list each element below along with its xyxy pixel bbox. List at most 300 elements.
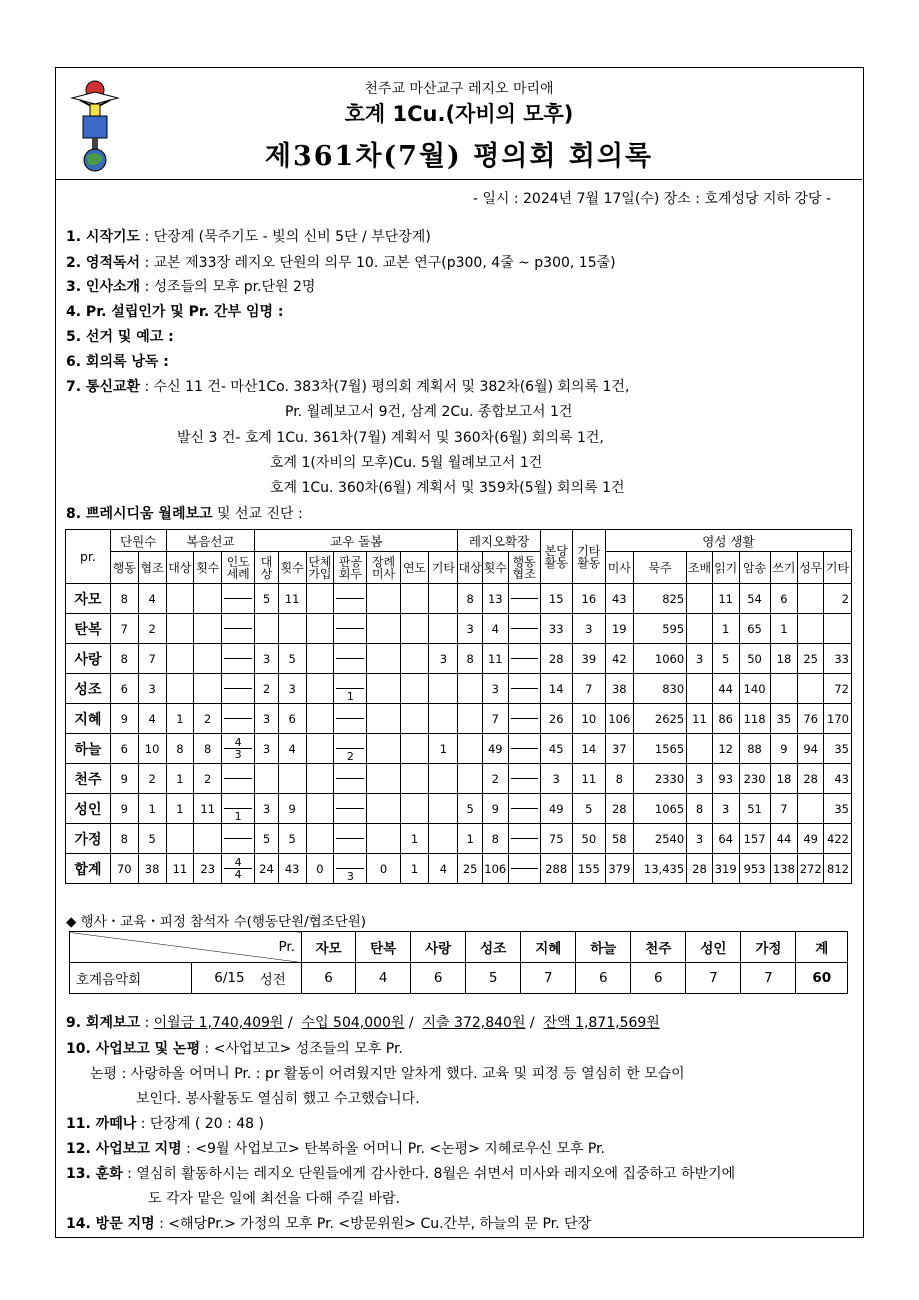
report-cell [508,824,540,854]
report-cell: 1565 [633,734,686,764]
report-cell [367,824,400,854]
sub-header: 묵주 [633,552,686,584]
report-cell: 1 [138,794,166,824]
report-cell: 4 [138,584,166,614]
report-cell: 5 [255,584,279,614]
item-9-finance: 9. 회계보고 : 이월금 1,740,409원 / 수입 504,000원 / 지출 372,840원 / 잔액 1,871,569원 [66,1015,660,1031]
item-10-review-1: 논평 : 사랑하올 어머니 Pr. : pr 활동이 어려웠지만 알차게 했다. 교육 및 피정 등 열심히 한 모습이 [90,1066,685,1082]
report-cell [222,644,255,674]
report-cell: 75 [540,824,572,854]
report-cell [798,614,824,644]
report-cell: 6 [110,674,138,704]
report-cell [166,614,194,644]
report-cell: 3 [255,794,279,824]
report-cell [429,584,458,614]
sub-header: 장례미사 [367,552,400,584]
report-cell: 9 [278,794,306,824]
report-cell: 18 [770,764,798,794]
report-cell: 5 [255,824,279,854]
report-cell: 4 3 [222,734,255,764]
report-cell: 14 [572,734,605,764]
events-col: 가정 [741,932,796,963]
report-cell: 88 [739,734,770,764]
report-cell [278,764,306,794]
report-cell: 157 [739,824,770,854]
report-cell [222,704,255,734]
events-corner: Pr. [70,932,302,963]
report-row [66,644,852,674]
sub-header: 암송 [739,552,770,584]
report-cell [798,794,824,824]
item-6: 6. 회의록 낭독 : [66,354,169,370]
report-cell: 3 [687,644,713,674]
report-cell: 6 [110,734,138,764]
item-7-line-2: Pr. 월례보고서 9건, 삼계 2Cu. 종합보고서 1건 [285,404,573,420]
report-cell: 3 [687,764,713,794]
report-cell: 3 [687,824,713,854]
report-cell [222,614,255,644]
sub-header: 인도세례 [222,552,255,584]
report-cell: 35 [824,734,852,764]
report-cell: 65 [739,614,770,644]
report-cell [222,674,255,704]
report-cell [367,584,400,614]
item-13-line-2: 도 각자 맡은 일에 최선을 다해 주길 바람. [148,1191,400,1207]
report-cell [400,794,429,824]
report-cell [400,614,429,644]
events-col: 성조 [466,932,521,963]
report-cell [798,584,824,614]
item-3: 3. 인사소개 : 성조들의 모후 pr.단원 2명 [66,279,316,295]
report-cell [222,824,255,854]
report-cell: 2625 [633,704,686,734]
report-cell: 7 [770,794,798,824]
report-cell: 35 [824,794,852,824]
report-cell: 4 [482,614,508,644]
report-cell: 319 [712,854,739,884]
report-cell: 9 [110,794,138,824]
pr-name: 지혜 [66,704,111,734]
report-cell: 10 [138,734,166,764]
report-cell: 8 [687,794,713,824]
report-cell [367,764,400,794]
report-cell [687,584,713,614]
report-cell [400,644,429,674]
report-cell: 33 [540,614,572,644]
pr-name: 성조 [66,674,111,704]
report-cell: 3 [572,614,605,644]
report-cell [458,764,483,794]
events-col: 성인 [686,932,741,963]
report-cell: 8 [166,734,194,764]
report-cell [429,614,458,644]
report-cell [306,824,334,854]
report-cell: 13 [482,584,508,614]
report-cell: 86 [712,704,739,734]
event-value: 6 [576,963,631,994]
item-1: 1. 시작기도 : 단장계 (묵주기도 - 빛의 신비 5단 / 부단장계) [66,229,431,245]
report-cell: 28 [540,644,572,674]
report-cell: 170 [824,704,852,734]
report-cell [306,704,334,734]
report-cell: 8 [110,644,138,674]
item-4: 4. Pr. 설립인가 및 Pr. 간부 임명 : [66,304,284,320]
report-cell: 54 [739,584,770,614]
report-cell [508,614,540,644]
report-cell: 9 [110,764,138,794]
sub-header: 횟수 [194,552,222,584]
sub-header: 기타 [429,552,458,584]
report-cell [770,674,798,704]
events-table [69,931,848,994]
report-cell: 9 [482,794,508,824]
sub-header: 기타 [824,552,852,584]
report-cell [306,764,334,794]
events-col: 사랑 [411,932,466,963]
events-col: 탄복 [356,932,411,963]
report-cell: 7 [482,704,508,734]
report-cell: 5 [278,644,306,674]
report-cell: 11 [482,644,508,674]
report-cell: 3 [458,614,483,644]
report-cell: 2 [334,734,367,764]
report-cell [687,614,713,644]
report-cell [508,704,540,734]
sub-header: 대상 [166,552,194,584]
report-cell [334,824,367,854]
item-11: 11. 까떼나 : 단장계 ( 20 : 48 ) [66,1116,264,1132]
report-cell: 25 [458,854,483,884]
pr-name: 하늘 [66,734,111,764]
report-cell [367,674,400,704]
report-cell: 44 [770,824,798,854]
report-cell [508,584,540,614]
report-cell [194,644,222,674]
report-cell: 138 [770,854,798,884]
report-row [66,794,852,824]
report-cell: 118 [739,704,770,734]
report-cell: 2540 [633,824,686,854]
report-cell: 2 [138,614,166,644]
report-cell: 38 [138,854,166,884]
report-cell: 8 [458,584,483,614]
report-cell: 953 [739,854,770,884]
report-cell [306,794,334,824]
event-place: 성전 [245,963,302,994]
sub-header: 행동협조 [508,552,540,584]
report-cell [306,644,334,674]
item-8: 8. 쁘레시디움 월례보고 및 선교 진단 : [66,506,303,522]
report-cell: 24 [255,854,279,884]
sub-header: 횟수 [482,552,508,584]
report-cell [798,674,824,704]
report-row [66,854,852,884]
item-7-line-5: 호계 1Cu. 360차(6월) 계획서 및 359차(5월) 회의록 1건 [270,480,625,496]
report-cell: 3 [540,764,572,794]
sub-header: 단체가입 [306,552,334,584]
events-col-total: 계 [796,932,848,963]
report-cell: 288 [540,854,572,884]
report-cell: 2 [482,764,508,794]
sub-header: 성무 [798,552,824,584]
report-cell: 4 4 [222,854,255,884]
report-row [66,734,852,764]
report-cell: 379 [605,854,633,884]
report-cell: 1 [334,674,367,704]
report-cell: 1 [458,824,483,854]
report-cell [367,794,400,824]
report-cell: 19 [605,614,633,644]
event-name: 호계음악회 [70,963,192,994]
col-other: 기타활동 [572,530,605,584]
report-cell: 106 [605,704,633,734]
report-cell: 18 [770,644,798,674]
report-cell [458,674,483,704]
event-value: 7 [741,963,796,994]
pr-name: 성인 [66,794,111,824]
page-title: 제361차(7월) 평의회 회의록 [264,141,654,172]
report-cell: 5 [138,824,166,854]
report-cell: 2 [824,584,852,614]
report-cell: 94 [798,734,824,764]
report-cell: 16 [572,584,605,614]
report-cell [255,614,279,644]
report-cell: 3 [429,644,458,674]
events-col: 하늘 [576,932,631,963]
report-cell: 58 [605,824,633,854]
report-cell [194,584,222,614]
monthly-report-table [65,529,852,884]
report-cell: 14 [540,674,572,704]
report-cell: 45 [540,734,572,764]
pr-name: 가정 [66,824,111,854]
report-cell: 6 [770,584,798,614]
item-7: 7. 통신교환 : 수신 11 건- 마산1Co. 383차(7월) 평의회 계획서 및 382차(6월) 회의록 1건, [66,379,630,395]
report-cell: 11 [194,794,222,824]
sub-header: 미사 [605,552,633,584]
report-cell [194,614,222,644]
report-cell: 49 [540,794,572,824]
pr-name: 합계 [66,854,111,884]
report-cell [508,734,540,764]
report-cell: 2 [194,704,222,734]
report-cell [508,794,540,824]
report-cell: 3 [255,734,279,764]
report-cell: 4 [429,854,458,884]
report-cell [334,644,367,674]
sub-header: 횟수 [278,552,306,584]
report-cell: 28 [687,854,713,884]
report-cell [367,644,400,674]
report-cell: 2330 [633,764,686,794]
meeting-date-place: - 일시 : 2024년 7월 17일(수) 장소 : 호계성당 지하 강당 - [472,191,831,207]
report-cell: 26 [540,704,572,734]
curia-name: 호계 1Cu.(자비의 모후) [344,102,574,126]
report-cell [334,704,367,734]
report-cell: 1 [712,614,739,644]
report-cell [429,794,458,824]
report-cell: 28 [798,764,824,794]
report-cell [400,734,429,764]
col-group-expansion: 레지오확장 [458,530,540,552]
report-row [66,584,852,614]
report-cell [306,734,334,764]
report-cell: 3 [255,644,279,674]
event-value: 7 [521,963,576,994]
report-cell: 4 [278,734,306,764]
report-cell [429,764,458,794]
report-cell: 1 [166,764,194,794]
report-cell: 8 [194,734,222,764]
report-cell: 8 [110,824,138,854]
report-cell [367,734,400,764]
report-cell: 51 [739,794,770,824]
event-value: 6 [411,963,466,994]
col-group-evangelism: 복음선교 [166,530,255,552]
document-frame [55,67,864,1238]
report-cell: 38 [605,674,633,704]
report-cell: 1 [770,614,798,644]
report-cell: 50 [572,824,605,854]
report-row [66,824,852,854]
report-cell [278,614,306,644]
events-col: 지혜 [521,932,576,963]
report-cell: 1 [222,794,255,824]
report-cell: 11 [572,764,605,794]
report-cell: 1065 [633,794,686,824]
report-cell: 7 [110,614,138,644]
report-cell: 812 [824,854,852,884]
report-cell [222,764,255,794]
report-cell [824,614,852,644]
report-cell: 8 [458,644,483,674]
report-cell: 0 [306,854,334,884]
report-cell [400,704,429,734]
report-cell: 2 [255,674,279,704]
col-pr: pr. [66,530,111,584]
report-cell: 5 [458,794,483,824]
col-parish: 본당활동 [540,530,572,584]
item-14: 14. 방문 지명 : <해당Pr.> 가정의 모후 Pr. <방문위원> Cu.간부, 하늘의 문 Pr. 단장 [66,1216,592,1232]
report-cell [166,674,194,704]
report-cell: 1 [400,824,429,854]
events-heading: ◆ 행사・교육・피정 참석자 수(행동단원/협조단원) [66,914,367,930]
report-cell: 37 [605,734,633,764]
report-cell: 1 [400,854,429,884]
sub-header: 판공회두 [334,552,367,584]
report-cell [166,644,194,674]
report-cell [367,704,400,734]
report-cell: 595 [633,614,686,644]
report-cell: 28 [605,794,633,824]
report-cell: 9 [110,704,138,734]
report-cell: 5 [572,794,605,824]
report-cell: 7 [572,674,605,704]
report-cell: 13,435 [633,854,686,884]
item-5: 5. 선거 및 예고 : [66,329,174,345]
report-cell [429,824,458,854]
report-cell: 8 [110,584,138,614]
report-cell [400,674,429,704]
report-cell [367,614,400,644]
report-cell [194,824,222,854]
report-cell: 35 [770,704,798,734]
report-cell: 11 [687,704,713,734]
sub-header: 연도 [400,552,429,584]
col-group-members: 단원수 [110,530,166,552]
report-cell: 106 [482,854,508,884]
sub-header: 읽기 [712,552,739,584]
report-cell: 10 [572,704,605,734]
report-cell: 0 [367,854,400,884]
report-cell: 49 [798,824,824,854]
report-cell: 1060 [633,644,686,674]
report-cell: 230 [739,764,770,794]
sub-header: 협조 [138,552,166,584]
report-cell [255,764,279,794]
event-date: 6/15 [192,963,245,994]
report-cell: 3 [482,674,508,704]
event-value: 6 [302,963,356,994]
item-2: 2. 영적독서 : 교본 제33장 레지오 단원의 의무 10. 교본 연구(p300, 4줄 ~ p300, 15줄) [66,255,616,271]
report-cell: 11 [166,854,194,884]
report-cell: 4 [138,704,166,734]
event-value-total: 60 [796,963,848,994]
report-cell [194,674,222,704]
report-cell: 825 [633,584,686,614]
report-cell [687,674,713,704]
org-name: 천주교 마산교구 레지오 마리애 [364,81,554,97]
item-13: 13. 훈화 : 열심히 활동하시는 레지오 단원들에게 감사한다. 8월은 쉬면서 미사와 레지오에 집중하고 하반기에 [66,1166,736,1182]
report-cell [508,854,540,884]
item-7-line-3: 발신 3 건- 호계 1Cu. 361차(7월) 계획서 및 360차(6월) 회의록 1건, [177,430,604,446]
report-cell: 76 [798,704,824,734]
report-cell: 6 [278,704,306,734]
report-cell: 33 [824,644,852,674]
report-cell [334,614,367,644]
report-cell [306,614,334,644]
event-value: 6 [631,963,686,994]
report-cell: 2 [138,764,166,794]
pr-name: 자모 [66,584,111,614]
report-cell: 272 [798,854,824,884]
report-cell: 3 [712,794,739,824]
report-cell: 43 [278,854,306,884]
report-cell [166,824,194,854]
report-cell: 1 [429,734,458,764]
sub-header: 대상 [255,552,279,584]
report-cell [508,644,540,674]
pr-name: 탄복 [66,614,111,644]
item-10: 10. 사업보고 및 논평 : <사업보고> 성조들의 모후 Pr. [66,1041,403,1057]
report-cell: 830 [633,674,686,704]
report-cell: 1 [166,704,194,734]
report-cell: 8 [605,764,633,794]
report-cell [334,764,367,794]
report-cell: 44 [712,674,739,704]
report-cell: 72 [824,674,852,704]
report-cell: 43 [824,764,852,794]
report-cell [508,764,540,794]
report-row [66,704,852,734]
item-12: 12. 사업보고 지명 : <9월 사업보고> 탄복하올 어머니 Pr. <논평> 지혜로우신 모후 Pr. [66,1141,605,1157]
report-cell [687,734,713,764]
sub-header: 쓰기 [770,552,798,584]
report-cell: 23 [194,854,222,884]
report-cell: 5 [712,644,739,674]
events-col: 자모 [302,932,356,963]
report-cell: 42 [605,644,633,674]
